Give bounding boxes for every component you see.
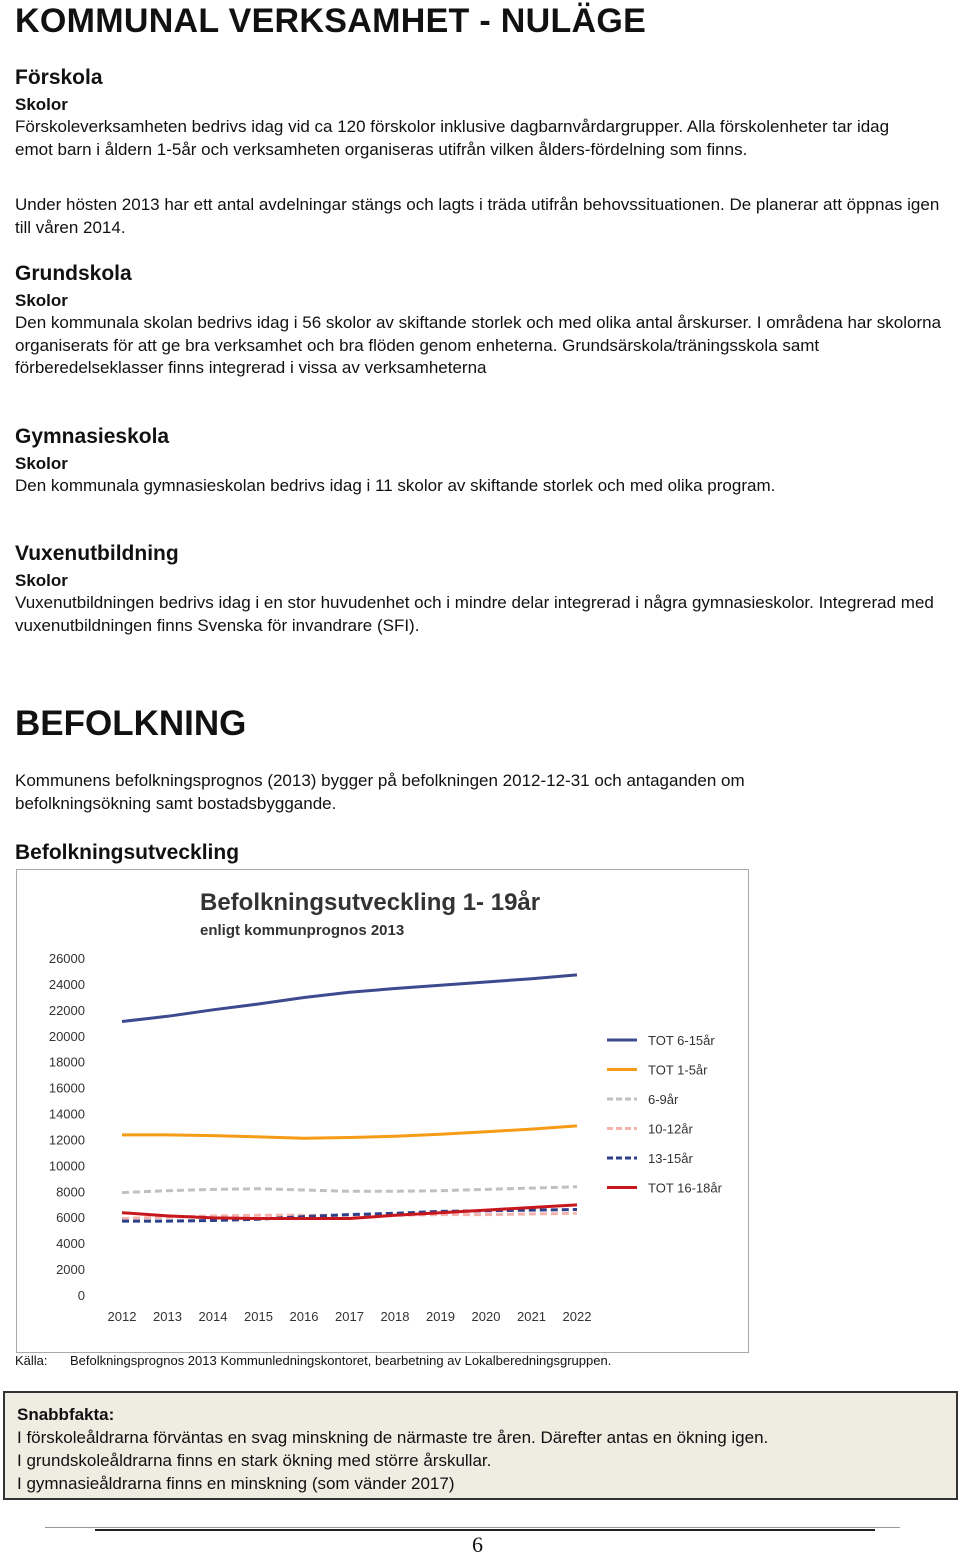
page-number: 6 bbox=[472, 1532, 483, 1557]
paragraph-vuxenutbildning: Vuxenutbildningen bedrivs idag i en stor huvudenhet och i mindre delar integrerad i några gymnasieskolor. Integrerad med vuxenutbildningen finns Svenska för invandrare (SFI). bbox=[15, 593, 934, 635]
y-tick-label: 22000 bbox=[48, 1002, 85, 1018]
y-tick-label: 24000 bbox=[48, 976, 85, 992]
legend-label: TOT 6-15år bbox=[648, 1033, 715, 1048]
y-tick-label: 6000 bbox=[56, 1210, 85, 1226]
chart-title: Befolkningsutveckling 1- 19år bbox=[200, 889, 541, 916]
paragraph-forskola-2: Under hösten 2013 har ett antal avdelningar stängs och lagts i träda utifrån behovssituationen. De planerar att öppnas igen till våren 2014. bbox=[15, 195, 940, 237]
x-tick-label: 2014 bbox=[198, 1309, 228, 1324]
y-tick-label: 26000 bbox=[48, 951, 85, 966]
x-tick-label: 2013 bbox=[153, 1309, 182, 1324]
section-sub-forskola: Skolor bbox=[15, 95, 68, 114]
y-tick-label: 10000 bbox=[48, 1158, 85, 1174]
series-line bbox=[122, 1126, 577, 1138]
section-sub-gymnasieskola: Skolor bbox=[15, 454, 68, 473]
x-tick-label: 2012 bbox=[107, 1309, 137, 1324]
befolkning-title: BEFOLKNING bbox=[15, 704, 247, 743]
x-tick-label: 2016 bbox=[289, 1309, 319, 1324]
x-tick-label: 2022 bbox=[562, 1309, 592, 1324]
snabbfakta-line: I förskoleåldrarna förväntas en svag minskning de närmaste tre åren. Därefter antas en ökning igen. bbox=[17, 1428, 769, 1447]
footer-divider-bold bbox=[95, 1529, 875, 1531]
y-axis bbox=[49, 951, 85, 1303]
section-title-vuxenutbildning: Vuxenutbildning bbox=[15, 542, 179, 565]
series-line bbox=[122, 975, 577, 1022]
y-tick-label: 0 bbox=[77, 1288, 85, 1303]
section-title-gymnasieskola: Gymnasieskola bbox=[15, 425, 170, 448]
x-axis bbox=[108, 1309, 592, 1324]
y-tick-label: 4000 bbox=[56, 1236, 85, 1252]
chart-legend bbox=[607, 1033, 723, 1196]
x-tick-label: 2019 bbox=[426, 1309, 455, 1324]
legend-label: TOT 16-18år bbox=[648, 1180, 722, 1196]
legend-label: 10-12år bbox=[648, 1121, 693, 1137]
befolkning-intro: Kommunens befolkningsprognos (2013) bygger på befolkningen 2012-12-31 och antaganden om befolkningsökning samt bostadsbyggande. bbox=[15, 771, 745, 813]
paragraph-grundskola: Den kommunala skolan bedrivs idag i 56 skolor av skiftande storlek och med olika antal årskurser. I områdena har skolorna organiserats för att ge bra verksamhet och bra flöden genom enheterna. Grundsärskola/träningsskola samt förberedelseklasser finns integrerad i vissa av verksamheterna bbox=[15, 313, 942, 377]
legend-label: 13-15år bbox=[648, 1151, 693, 1166]
snabbfakta-line: I gymnasieåldrarna finns en minskning (som vänder 2017) bbox=[17, 1474, 455, 1493]
snabbfakta-title: Snabbfakta: bbox=[17, 1405, 115, 1424]
y-tick-label: 14000 bbox=[48, 1106, 85, 1122]
snabbfakta-line: I grundskoleåldrarna finns en stark ökning med större årskullar. bbox=[17, 1451, 492, 1470]
x-tick-label: 2017 bbox=[335, 1309, 364, 1324]
section-title-grundskola: Grundskola bbox=[15, 262, 132, 285]
chart-heading: Befolkningsutveckling bbox=[15, 841, 240, 864]
x-tick-label: 2018 bbox=[380, 1309, 410, 1324]
paragraph-forskola-1: Förskoleverksamheten bedrivs idag vid ca 120 förskolor inklusive dagbarnvårdargrupper. Alla förskolenheter tar idag emot barn i åldern 1-5år och verksamheten organiseras utifrån vilken ålders-fördelning som finns. bbox=[15, 117, 890, 159]
page-title: KOMMUNAL VERKSAMHET - NULÄGE bbox=[15, 2, 647, 40]
population-line-chart bbox=[17, 870, 748, 1352]
y-tick-label: 12000 bbox=[48, 1132, 85, 1148]
snabbfakta-box bbox=[3, 1391, 958, 1500]
y-tick-label: 18000 bbox=[48, 1054, 85, 1070]
footer-divider bbox=[45, 1527, 900, 1528]
y-tick-label: 20000 bbox=[48, 1028, 85, 1044]
section-title-forskola: Förskola bbox=[15, 66, 103, 89]
chart-container bbox=[16, 869, 749, 1353]
legend-label: 6-9år bbox=[648, 1092, 679, 1107]
paragraph-gymnasieskola: Den kommunala gymnasieskolan bedrivs idag i 11 skolor av skiftande storlek och med olika program. bbox=[15, 476, 776, 495]
y-tick-label: 16000 bbox=[48, 1080, 85, 1096]
source-label: Källa: bbox=[15, 1353, 48, 1368]
x-tick-label: 2020 bbox=[471, 1309, 501, 1324]
section-sub-vuxenutbildning: Skolor bbox=[15, 571, 68, 590]
source-text: Befolkningsprognos 2013 Kommunledningskontoret, bearbetning av Lokalberedningsgruppen. bbox=[70, 1353, 612, 1368]
y-tick-label: 8000 bbox=[56, 1184, 85, 1200]
x-tick-label: 2021 bbox=[517, 1309, 546, 1324]
series-line bbox=[122, 1187, 577, 1193]
y-tick-label: 2000 bbox=[56, 1262, 85, 1278]
section-sub-grundskola: Skolor bbox=[15, 291, 68, 310]
legend-label: TOT 1-5år bbox=[648, 1062, 708, 1078]
x-tick-label: 2015 bbox=[244, 1309, 273, 1324]
series-lines bbox=[122, 975, 577, 1221]
chart-subtitle: enligt kommunprognos 2013 bbox=[200, 922, 405, 939]
